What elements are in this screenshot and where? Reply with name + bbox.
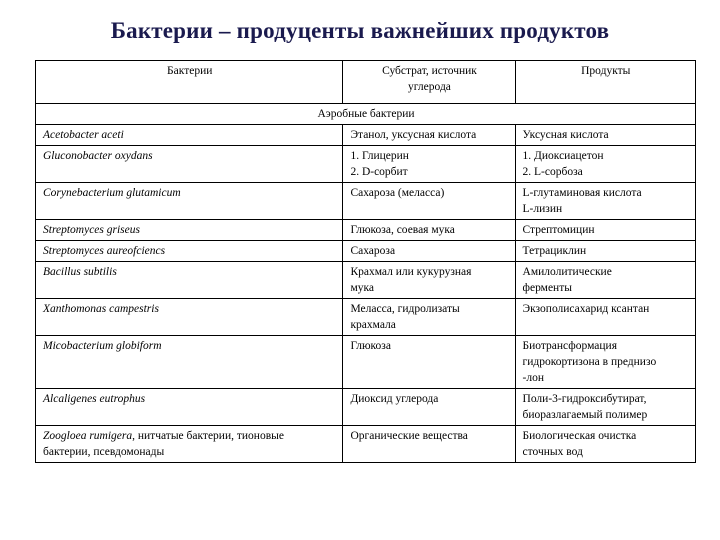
bacteria-cell: Streptomyces aureofciencs [36,241,343,262]
header-products: Продукты [515,61,695,104]
header-bacteria: Бактерии [36,61,343,104]
header-substrate [343,61,515,104]
table-row [36,389,696,426]
page-title: Бактерии – продуценты важнейших продуктов [110,18,610,43]
table-row [36,262,696,299]
table-header-row [36,61,696,104]
header-substrate-line2: углерода [408,81,451,93]
table-row [36,146,696,183]
substrate-cell: Этанол, уксусная кислота [343,125,515,146]
products-cell: Поли-3-гидроксибутират, биоразлагаемый полимер [515,389,695,426]
bacteria-cell: Streptomyces griseus [36,220,343,241]
bacteria-rest-line2: бактерии, псевдомонады [43,446,165,458]
substrate-cell: Сахароза [343,241,515,262]
substrate-cell: Крахмал или кукурузная мука [343,262,515,299]
products-cell: Амилолитические ферменты [515,262,695,299]
section-aerobic: Аэробные бактерии [36,104,696,125]
substrate-cell: 1. Глицерин 2. D-сорбит [343,146,515,183]
bacteria-cell [36,426,343,463]
substrate-cell: Глюкоза, соевая мука [343,220,515,241]
table-row [36,183,696,220]
table-row [36,125,696,146]
products-cell: L-глутаминовая кислота L-лизин [515,183,695,220]
bacteria-table [35,60,696,463]
table-row [36,241,696,262]
substrate-cell: Диоксид углерода [343,389,515,426]
header-substrate-line1: Субстрат, источник [382,65,477,77]
substrate-cell: Органические вещества [343,426,515,463]
bacteria-cell: Bacillus subtilis [36,262,343,299]
products-cell: Стрептомицин [515,220,695,241]
products-cell: 1. Диоксиацетон 2. L-сорбоза [515,146,695,183]
section-row [36,104,696,125]
table-row [36,336,696,389]
bacteria-cell: Micobacterium globiform [36,336,343,389]
bacteria-cell: Gluconobacter oxydans [36,146,343,183]
table-row [36,426,696,463]
products-cell: Биотрансформация гидрокортизона в преднизо -лон [515,336,695,389]
table-row [36,299,696,336]
bacteria-cell: Corynebacterium glutamicum [36,183,343,220]
substrate-cell: Меласса, гидролизаты крахмала [343,299,515,336]
products-cell: Уксусная кислота [515,125,695,146]
products-cell: Экзополисахарид ксантан [515,299,695,336]
products-cell: Тетрациклин [515,241,695,262]
table-row [36,220,696,241]
products-cell: Биологическая очистка сточных вод [515,426,695,463]
bacteria-rest-line1: , нитчатые бактерии, тионовые [132,430,284,442]
substrate-cell: Глюкоза [343,336,515,389]
bacteria-italic-name: Zoogloea rumigera [43,430,133,442]
bacteria-cell: Acetobacter aceti [36,125,343,146]
bacteria-cell: Xanthomonas campestris [36,299,343,336]
substrate-cell: Сахароза (меласса) [343,183,515,220]
bacteria-cell: Alcaligenes eutrophus [36,389,343,426]
